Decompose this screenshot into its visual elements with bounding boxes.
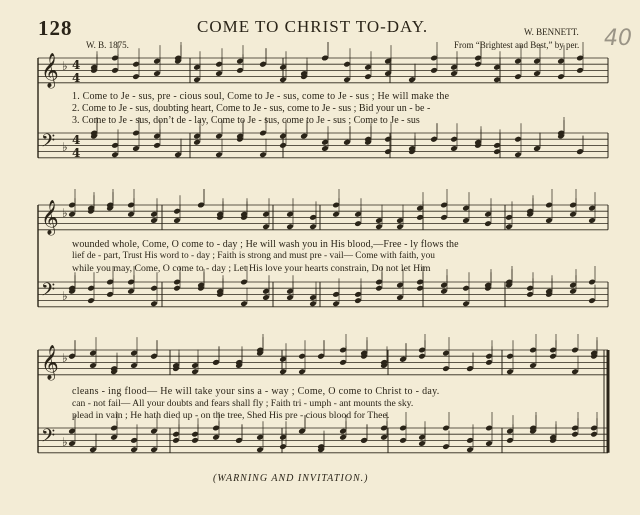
author-date: W. B. 1875. — [86, 40, 129, 50]
time-signature-bottom: 4 — [72, 71, 81, 85]
lyric-line: while you may, Come, O come to - day ; Let His love your hearts constrain, Do not let Him — [72, 263, 431, 274]
lyric-line: wounded whole, Come, O come to - day ; He will wash you in His blood,—Free - ly flows the — [72, 239, 459, 250]
hymn-title: COME TO CHRIST TO-DAY. — [197, 17, 429, 36]
flat-icon: ♭ — [62, 59, 68, 73]
flat-icon: ♭ — [62, 435, 68, 449]
source-credit: From “Brightest and Best,” by per. — [454, 40, 580, 50]
flat-icon: ♭ — [62, 351, 68, 365]
treble-clef-icon: 𝄞 — [41, 345, 59, 380]
lyric-line: can - not fail— All your doubts and fears shall fly ; Faith tri - umph - ant mounts the sky. — [72, 398, 414, 409]
bass-clef-icon: 𝄢 — [41, 131, 56, 156]
time-signature-bottom: 4 — [72, 146, 81, 160]
lyric-line: lief de - part, Trust His word to - day ; Faith is strong and must pre - vail— Come with faith, you — [72, 251, 435, 261]
hymn-caption: (WARNING AND INVITATION.) — [213, 473, 369, 484]
flat-icon: ♭ — [62, 140, 68, 154]
flat-icon: ♭ — [62, 206, 68, 220]
lyric-line: 1. Come to Je - sus, pre - cious soul, Come to Je - sus, come to Je - sus ; He will make the — [72, 91, 450, 102]
bass-clef-icon: 𝄢 — [41, 280, 56, 305]
lyric-line: plead in vain ; He hath died up - on the tree, Shed His pre - cious blood for Thee. — [72, 410, 390, 421]
lyric-line: cleans - ing flood— He will take your sins a - way ; Come, O come to Christ to - day. — [72, 386, 440, 397]
bass-clef-icon: 𝄢 — [41, 426, 56, 451]
pencil-annotation: 40 — [604, 26, 632, 51]
flat-icon: ♭ — [62, 289, 68, 303]
lyric-line: 2. Come to Je - sus, doubting heart, Come to Je - sus, come to Je - sus ; Bid your un - be - — [72, 103, 431, 114]
treble-clef-icon: 𝄞 — [41, 53, 59, 88]
treble-clef-icon: 𝄞 — [41, 200, 59, 235]
lyric-line: 3. Come to Je - sus, don’t de - lay, Come to Je - sus, come to Je - sus ; Come to Je - sus — [72, 115, 420, 126]
time-signature-top: 4 — [72, 133, 81, 147]
page-number: 128 — [38, 16, 73, 40]
time-signature-top: 4 — [72, 58, 81, 72]
composer-credit: W. BENNETT. — [524, 27, 579, 37]
